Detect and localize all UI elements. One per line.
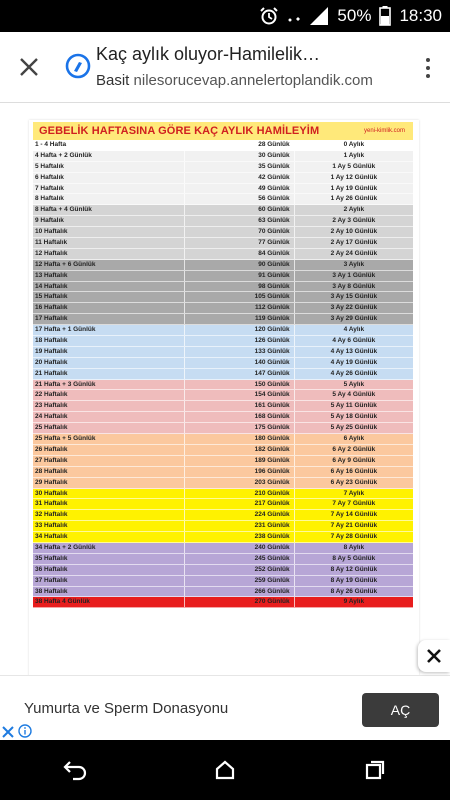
week-cell: 33 Haftalık (35, 522, 68, 530)
table-row (33, 499, 413, 510)
week-cell: 15 Haftalık (35, 293, 68, 301)
months-cell: 7 Ay 21 Günlük (294, 521, 413, 531)
days-cell: 147 Günlük (184, 369, 293, 379)
floating-close-button[interactable] (418, 640, 450, 672)
week-cell: 4 Hafta + 2 Günlük (35, 151, 92, 159)
days-cell: 245 Günlük (184, 554, 293, 564)
days-cell: 217 Günlük (184, 499, 293, 509)
overflow-menu-button[interactable] (418, 54, 438, 82)
days-cell: 112 Günlük (184, 303, 293, 313)
page-url: nilesorucevap.annelertoplandik.com (133, 72, 373, 89)
days-cell: 270 Günlük (184, 597, 293, 607)
days-cell: 63 Günlük (184, 216, 293, 226)
months-cell: 4 Ay 13 Günlük (294, 347, 413, 357)
months-cell: 2 Ay 24 Günlük (294, 249, 413, 259)
days-cell: 56 Günlük (184, 194, 293, 204)
days-cell: 91 Günlük (184, 271, 293, 281)
months-cell: 3 Aylık (294, 260, 413, 270)
days-cell: 231 Günlük (184, 521, 293, 531)
months-cell: 3 Ay 29 Günlük (294, 314, 413, 324)
months-cell: 8 Aylık (294, 543, 413, 553)
days-cell: 196 Günlük (184, 467, 293, 477)
table-row (33, 369, 413, 380)
months-cell: 5 Ay 11 Günlük (294, 401, 413, 411)
months-cell: 1 Ay 26 Günlük (294, 194, 413, 204)
table-row (33, 314, 413, 325)
table-row (33, 358, 413, 369)
days-cell: 126 Günlük (184, 336, 293, 346)
page-title: Kaç aylık oluyor-Hamilelik… (96, 44, 321, 64)
table-row (33, 238, 413, 249)
months-cell: 3 Ay 22 Günlük (294, 303, 413, 313)
days-cell: 252 Günlük (184, 565, 293, 575)
ad-open-button[interactable]: AÇ (362, 693, 439, 727)
pregnancy-table (33, 140, 413, 608)
week-cell: 25 Haftalık (35, 424, 68, 432)
days-cell: 180 Günlük (184, 434, 293, 444)
days-cell: 49 Günlük (184, 184, 293, 194)
status-bar (0, 0, 450, 32)
months-cell: 6 Ay 23 Günlük (294, 478, 413, 488)
months-cell: 7 Ay 14 Günlük (294, 510, 413, 520)
week-cell: 17 Haftalık (35, 315, 68, 323)
months-cell: 3 Ay 8 Günlük (294, 282, 413, 292)
ad-text: Yumurta ve Sperm Donasyonu (24, 700, 229, 717)
table-title: GEBELİK HAFTASINA GÖRE KAÇ AYLIK HAMİLEYİM (39, 125, 320, 137)
days-cell: 30 Günlük (184, 151, 293, 161)
alarm-icon (259, 6, 279, 26)
table-row (33, 282, 413, 293)
table-row (33, 205, 413, 216)
week-cell: 34 Haftalık (35, 533, 68, 541)
months-cell: 1 Ay 12 Günlük (294, 173, 413, 183)
table-site: yeni-kimlik.com (363, 128, 405, 134)
days-cell: 224 Günlük (184, 510, 293, 520)
ad-info-icon[interactable] (18, 724, 34, 740)
week-cell: 35 Haftalık (35, 554, 68, 562)
menu-dot (426, 66, 430, 70)
table-row (33, 184, 413, 195)
week-cell: 23 Haftalık (35, 402, 68, 410)
months-cell: 3 Ay 1 Günlük (294, 271, 413, 281)
table-row (33, 587, 413, 598)
week-cell: 34 Hafta + 2 Günlük (35, 543, 96, 551)
week-cell: 25 Hafta + 5 Günlük (35, 435, 96, 443)
days-cell: 98 Günlük (184, 282, 293, 292)
table-row (33, 597, 413, 608)
months-cell: 1 Ay 5 Günlük (294, 162, 413, 172)
table-row (33, 565, 413, 576)
table-row (33, 249, 413, 260)
week-cell: 8 Hafta + 4 Günlük (35, 206, 92, 214)
months-cell: 2 Ay 10 Günlük (294, 227, 413, 237)
week-cell: 12 Hafta + 6 Günlük (35, 260, 96, 268)
menu-dot (426, 74, 430, 78)
week-cell: 37 Haftalık (35, 576, 68, 584)
table-row (33, 423, 413, 434)
months-cell: 5 Ay 18 Günlük (294, 412, 413, 422)
week-cell: 11 Haftalık (35, 239, 68, 247)
week-cell: 16 Haftalık (35, 304, 68, 312)
table-row (33, 271, 413, 282)
week-cell: 20 Haftalık (35, 358, 68, 366)
months-cell: 7 Ay 7 Günlük (294, 499, 413, 509)
ad-banner[interactable] (0, 675, 450, 741)
months-cell: 8 Ay 12 Günlük (294, 565, 413, 575)
battery-icon (379, 6, 391, 26)
home-button[interactable] (200, 750, 250, 790)
months-cell: 5 Ay 4 Günlük (294, 390, 413, 400)
months-cell: 1 Ay 19 Günlük (294, 184, 413, 194)
table-row (33, 521, 413, 532)
week-cell: 30 Haftalık (35, 489, 68, 497)
system-nav-bar (0, 740, 450, 800)
recents-icon (364, 759, 386, 781)
months-cell: 4 Ay 6 Günlük (294, 336, 413, 346)
table-row (33, 390, 413, 401)
months-cell: 7 Aylık (294, 489, 413, 499)
close-icon (19, 57, 39, 77)
table-row (33, 434, 413, 445)
days-cell: 90 Günlük (184, 260, 293, 270)
table-row (33, 336, 413, 347)
days-cell: 150 Günlük (184, 380, 293, 390)
days-cell: 70 Günlük (184, 227, 293, 237)
week-cell: 10 Haftalık (35, 228, 68, 236)
days-cell: 140 Günlük (184, 358, 293, 368)
week-cell: 6 Haftalık (35, 173, 64, 181)
table-row (33, 292, 413, 303)
week-cell: 9 Haftalık (35, 217, 64, 225)
days-cell: 133 Günlük (184, 347, 293, 357)
week-cell: 32 Haftalık (35, 511, 68, 519)
table-row (33, 173, 413, 184)
months-cell: 2 Aylık (294, 205, 413, 215)
week-cell: 17 Hafta + 1 Günlük (35, 326, 96, 334)
days-cell: 119 Günlük (184, 314, 293, 324)
days-cell: 154 Günlük (184, 390, 293, 400)
days-cell: 238 Günlük (184, 532, 293, 542)
days-cell: 259 Günlük (184, 576, 293, 586)
months-cell: 8 Ay 26 Günlük (294, 587, 413, 597)
week-cell: 31 Haftalık (35, 500, 68, 508)
months-cell: 4 Ay 19 Günlük (294, 358, 413, 368)
days-cell: 203 Günlük (184, 478, 293, 488)
week-cell: 26 Haftalık (35, 445, 68, 453)
months-cell: 4 Aylık (294, 325, 413, 335)
months-cell: 0 Aylık (294, 140, 413, 150)
days-cell: 84 Günlük (184, 249, 293, 259)
days-cell: 240 Günlük (184, 543, 293, 553)
months-cell: 6 Ay 2 Günlük (294, 445, 413, 455)
table-row (33, 325, 413, 336)
week-cell: 29 Haftalık (35, 478, 68, 486)
week-cell: 21 Hafta + 3 Günlük (35, 380, 96, 388)
months-cell: 6 Ay 16 Günlük (294, 467, 413, 477)
site-info-icon[interactable] (64, 52, 92, 80)
pregnancy-table-image (29, 120, 419, 675)
table-header (33, 122, 413, 140)
days-cell: 210 Günlük (184, 489, 293, 499)
signal-icon (309, 6, 329, 26)
table-row (33, 347, 413, 358)
table-row (33, 543, 413, 554)
table-row (33, 401, 413, 412)
months-cell: 1 Aylık (294, 151, 413, 161)
recents-button[interactable] (350, 750, 400, 790)
table-row (33, 510, 413, 521)
page-content[interactable] (0, 103, 450, 675)
week-cell: 18 Haftalık (35, 337, 68, 345)
table-row (33, 227, 413, 238)
week-cell: 1 - 4 Hafta (35, 141, 67, 148)
months-cell: 6 Aylık (294, 434, 413, 444)
months-cell: 2 Ay 3 Günlük (294, 216, 413, 226)
week-cell: 38 Hafta 4 Günlük (35, 598, 90, 606)
days-cell: 35 Günlük (184, 162, 293, 172)
week-cell: 13 Haftalık (35, 271, 68, 279)
week-cell: 38 Haftalık (35, 587, 68, 595)
page-url-line[interactable] (96, 72, 373, 89)
week-cell: 21 Haftalık (35, 369, 68, 377)
table-row (33, 467, 413, 478)
week-cell: 27 Haftalık (35, 456, 68, 464)
months-cell: 3 Ay 15 Günlük (294, 292, 413, 302)
notification-dots-icon (287, 6, 301, 26)
days-cell: 105 Günlük (184, 292, 293, 302)
week-cell: 12 Haftalık (35, 249, 68, 257)
table-row (33, 162, 413, 173)
clock: 18:30 (399, 6, 442, 25)
months-cell: 2 Ay 17 Günlük (294, 238, 413, 248)
table-row (33, 260, 413, 271)
days-cell: 42 Günlük (184, 173, 293, 183)
table-row (33, 380, 413, 391)
table-row (33, 478, 413, 489)
table-row (33, 532, 413, 543)
week-cell: 7 Haftalık (35, 184, 64, 192)
days-cell: 175 Günlük (184, 423, 293, 433)
close-icon (427, 649, 441, 663)
browser-app-bar (0, 32, 450, 103)
days-cell: 28 Günlük (184, 140, 293, 150)
table-row (33, 140, 413, 151)
days-cell: 168 Günlük (184, 412, 293, 422)
table-row (33, 303, 413, 314)
table-row (33, 576, 413, 587)
table-row (33, 194, 413, 205)
week-cell: 14 Haftalık (35, 282, 68, 290)
week-cell: 28 Haftalık (35, 467, 68, 475)
days-cell: 161 Günlük (184, 401, 293, 411)
table-row (33, 216, 413, 227)
back-icon (62, 759, 88, 781)
months-cell: 5 Ay 25 Günlük (294, 423, 413, 433)
security-label: Basit (96, 72, 130, 89)
days-cell: 182 Günlük (184, 445, 293, 455)
week-cell: 22 Haftalık (35, 391, 68, 399)
table-row (33, 412, 413, 423)
week-cell: 5 Haftalık (35, 162, 64, 170)
days-cell: 77 Günlük (184, 238, 293, 248)
days-cell: 120 Günlük (184, 325, 293, 335)
months-cell: 6 Ay 9 Günlük (294, 456, 413, 466)
days-cell: 189 Günlük (184, 456, 293, 466)
months-cell: 8 Ay 19 Günlük (294, 576, 413, 586)
table-row (33, 456, 413, 467)
home-icon (214, 759, 236, 781)
menu-dot (426, 58, 430, 62)
months-cell: 5 Aylık (294, 380, 413, 390)
week-cell: 24 Haftalık (35, 413, 68, 421)
table-row (33, 151, 413, 162)
week-cell: 36 Haftalık (35, 565, 68, 573)
months-cell: 9 Aylık (294, 597, 413, 607)
days-cell: 266 Günlük (184, 587, 293, 597)
close-button[interactable] (14, 52, 44, 82)
table-row (33, 554, 413, 565)
table-row (33, 445, 413, 456)
back-button[interactable] (50, 750, 100, 790)
months-cell: 4 Ay 26 Günlük (294, 369, 413, 379)
week-cell: 19 Haftalık (35, 347, 68, 355)
ad-close-icon[interactable] (0, 724, 16, 740)
months-cell: 8 Ay 5 Günlük (294, 554, 413, 564)
week-cell: 8 Haftalık (35, 195, 64, 203)
days-cell: 60 Günlük (184, 205, 293, 215)
months-cell: 7 Ay 28 Günlük (294, 532, 413, 542)
table-row (33, 489, 413, 500)
battery-percent: 50% (337, 6, 372, 25)
